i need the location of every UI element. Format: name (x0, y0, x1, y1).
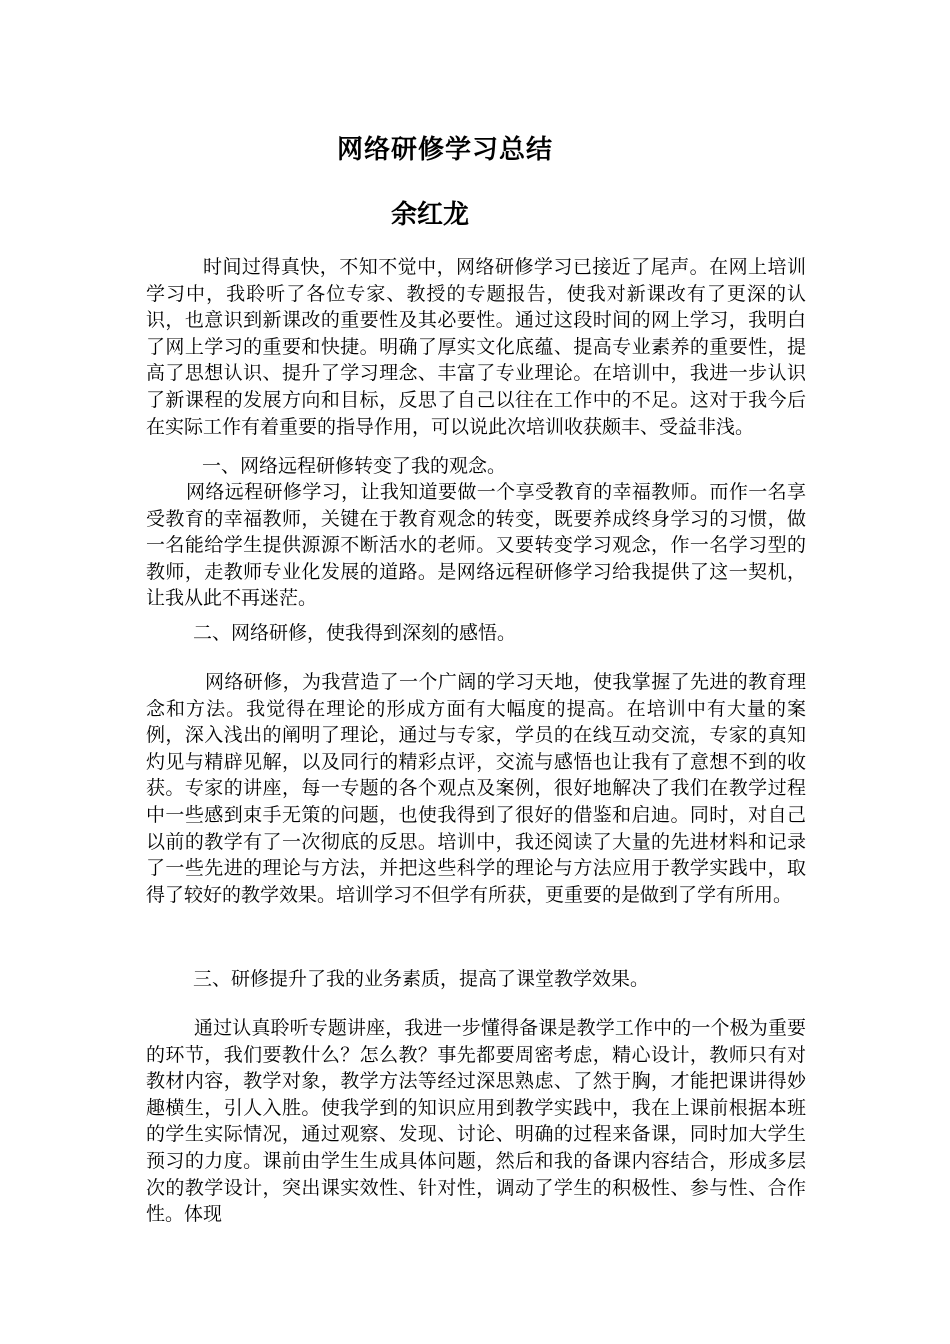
section-heading-3: 三、研修提升了我的业务素质，提高了课堂教学效果。 (193, 968, 650, 990)
section-heading-2: 二、网络研修，使我得到深刻的感悟。 (193, 622, 517, 644)
document-title: 网络研修学习总结 (336, 135, 553, 165)
document-author: 余红龙 (390, 200, 469, 230)
section-heading-1: 一、网络远程研修转变了我的观念。 (202, 455, 507, 477)
paragraph-intro: 时间过得真快，不知不觉中，网络研修学习已接近了尾声。在网上培训学习中，我聆听了各位专家、教授的专题报告，使我对新课改有了更深的认识，也意识到新课改的重要性及其必要性。通过这段时间的网上学习，我明白了网上学习的重要和快捷。明确了厚实文化底蕴、提高专业素养的重要性，提高了思想认识、提升了学习理念、丰富了专业理论。在培训中，我进一步认识了新课程的发展方向和目标，反思了自己以往在工作中的不足。这对于我今后在实际工作有着重要的指导作用，可以说此次培训收获颇丰、受益非浅。 (146, 256, 806, 438)
paragraph-section-2: 网络研修，为我营造了一个广阔的学习天地，使我掌握了先进的教育理念和方法。我觉得在理论的形成方面有大幅度的提高。在培训中有大量的案例，深入浅出的阐明了理论，通过与专家，学员的在线互动交流，专家的真知灼见与精辟见解，以及同行的精彩点评，交流与感悟也让我有了意想不到的收获。专家的讲座，每一专题的各个观点及案例，很好地解决了我们在教学过程中一些感到束手无策的问题，也使我得到了很好的借鉴和启迪。同时，对自己以前的教学有了一次彻底的反思。培训中，我还阅读了大量的先进材料和记录了一些先进的理论与方法，并把这些科学的理论与方法应用于教学实践中，取得了较好的教学效果。培训学习不但学有所获，更重要的是做到了学有所用。 (146, 671, 806, 906)
paragraph-section-3: 通过认真聆听专题讲座，我进一步懂得备课是教学工作中的一个极为重要的环节，我们要教什么？怎么教？事先都要周密考虑，精心设计，教师只有对教材内容，教学对象，教学方法等经过深思熟虑、了然于胸，才能把课讲得妙趣横生，引人入胜。使我学到的知识应用到教学实践中，我在上课前根据本班的学生实际情况，通过观察、发现、讨论、明确的过程来备课，同时加大学生预习的力度。课前由学生生成具体问题，然后和我的备课内容结合，形成多层次的教学设计，突出课实效性、针对性，调动了学生的积极性、参与性、合作性。体现 (146, 1017, 806, 1226)
paragraph-section-1: 网络远程研修学习，让我知道要做一个享受教育的幸福教师。而作一名享受教育的幸福教师，关键在于教育观念的转变，既要养成终身学习的习惯，做一名能给学生提供源源不断活水的老师。又要转变学习观念，作一名学习型的教师，走教师专业化发展的道路。是网络远程研修学习给我提供了这一契机，让我从此不再迷茫。 (146, 481, 806, 610)
